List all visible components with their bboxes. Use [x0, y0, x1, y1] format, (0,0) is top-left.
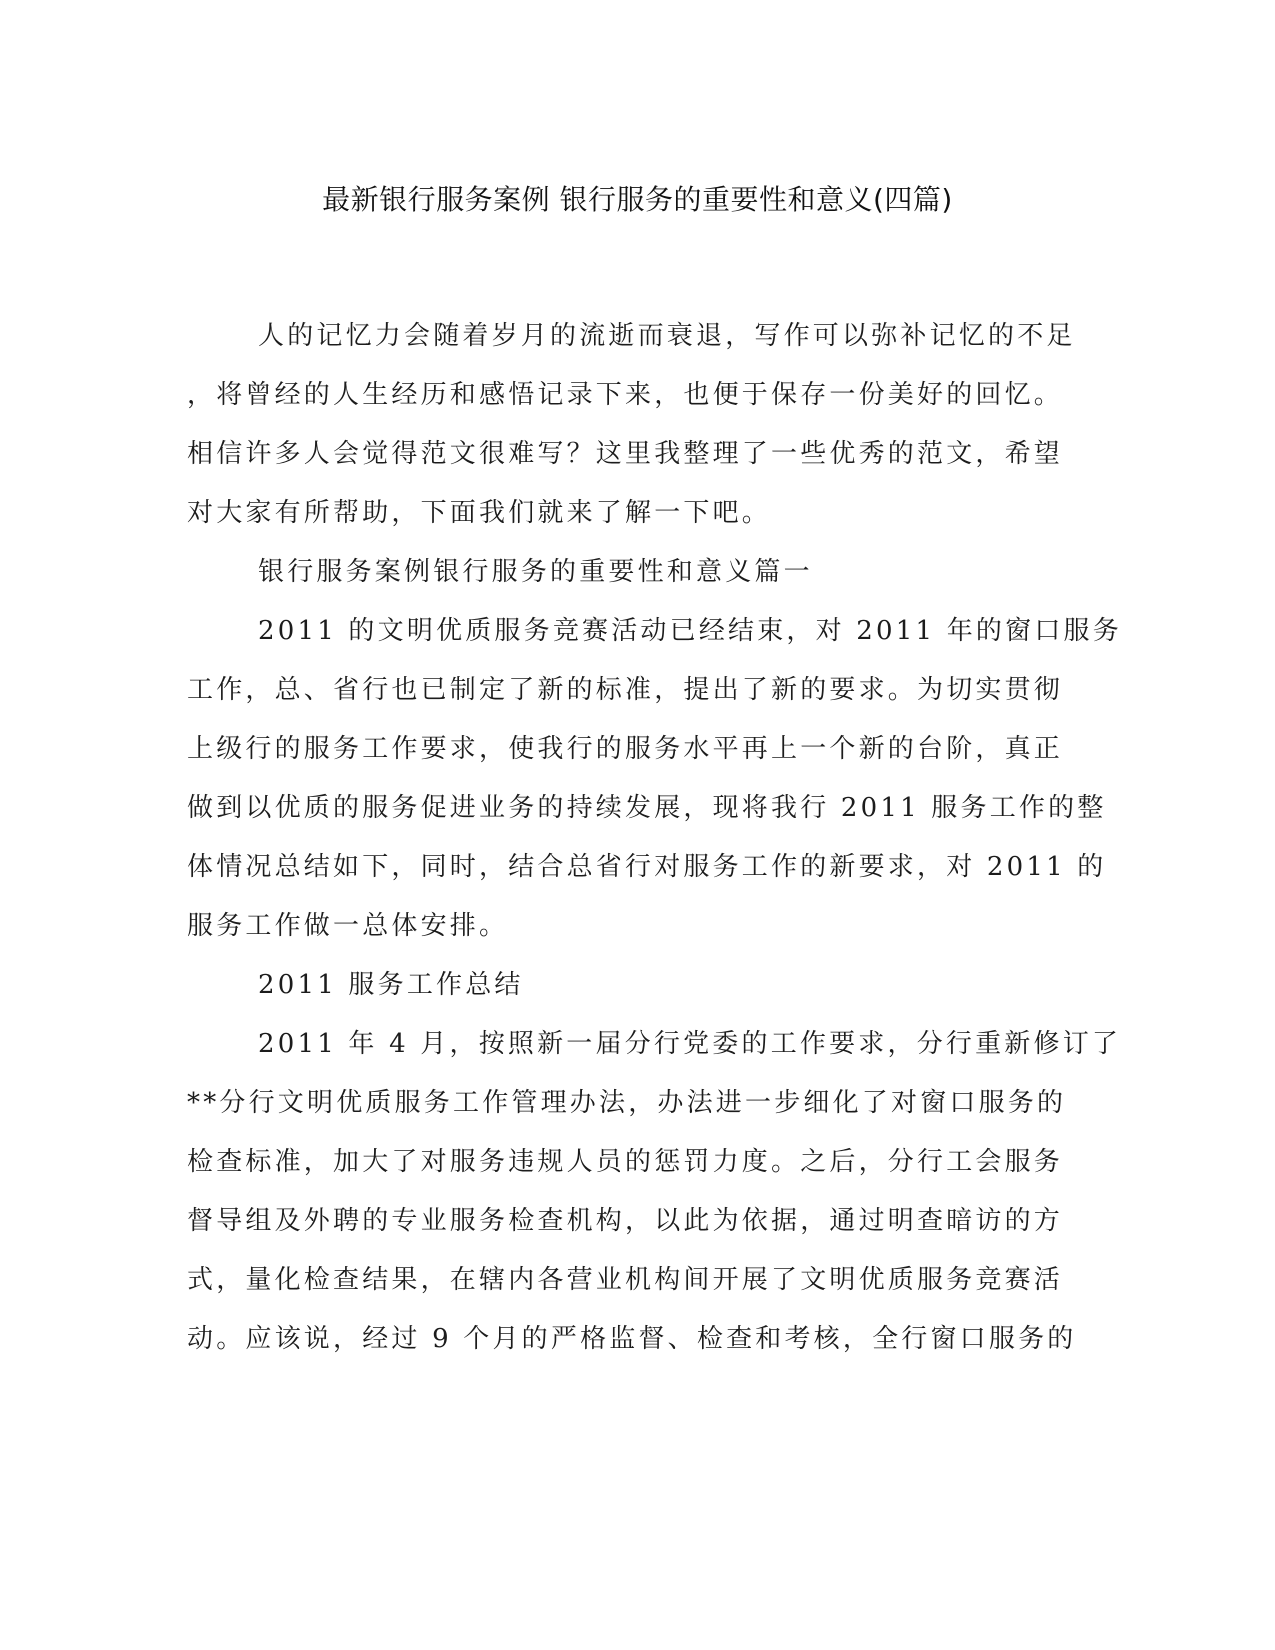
paragraph-line: 相信许多人会觉得范文很难写？这里我整理了一些优秀的范文，希望 — [187, 439, 1064, 469]
paragraph-line: 式，量化检查结果，在辖内各营业机构间开展了文明优质服务竞赛活 — [187, 1265, 1064, 1295]
paragraph-line: 体情况总结如下，同时，结合总省行对服务工作的新要求，对 2011 的 — [187, 852, 1107, 882]
paragraph-line: 2011 的文明优质服务竞赛活动已经结束，对 2011 年的窗口服务 — [258, 616, 1122, 646]
section-heading: 银行服务案例银行服务的重要性和意义篇一 — [258, 557, 813, 587]
paragraph-line: 督导组及外聘的专业服务检查机构，以此为依据，通过明查暗访的方 — [187, 1206, 1064, 1236]
paragraph-line: 2011 年 4 月，按照新一届分行党委的工作要求，分行重新修订了 — [258, 1029, 1122, 1059]
paragraph-line: 工作，总、省行也已制定了新的标准，提出了新的要求。为切实贯彻 — [187, 675, 1064, 705]
paragraph-line: 服务工作做一总体安排。 — [187, 911, 509, 941]
paragraph-line: 上级行的服务工作要求，使我行的服务水平再上一个新的台阶，真正 — [187, 734, 1064, 764]
paragraph-line: 动。应该说，经过 9 个月的严格监督、检查和考核，全行窗口服务的 — [187, 1324, 1077, 1354]
paragraph-line: 人的记忆力会随着岁月的流逝而衰退，写作可以弥补记忆的不足 — [258, 321, 1076, 351]
document-title: 最新银行服务案例 银行服务的重要性和意义(四篇) — [322, 183, 953, 216]
paragraph-line: 对大家有所帮助，下面我们就来了解一下吧。 — [187, 498, 772, 528]
paragraph-line: 做到以优质的服务促进业务的持续发展，现将我行 2011 服务工作的整 — [187, 793, 1107, 823]
paragraph-line: ，将曾经的人生经历和感悟记录下来，也便于保存一份美好的回忆。 — [187, 380, 1064, 410]
paragraph-line: **分行文明优质服务工作管理办法，办法进一步细化了对窗口服务的 — [187, 1088, 1067, 1118]
paragraph-line: 检查标准，加大了对服务违规人员的惩罚力度。之后，分行工会服务 — [187, 1147, 1064, 1177]
subsection-heading: 2011 服务工作总结 — [258, 970, 524, 1000]
